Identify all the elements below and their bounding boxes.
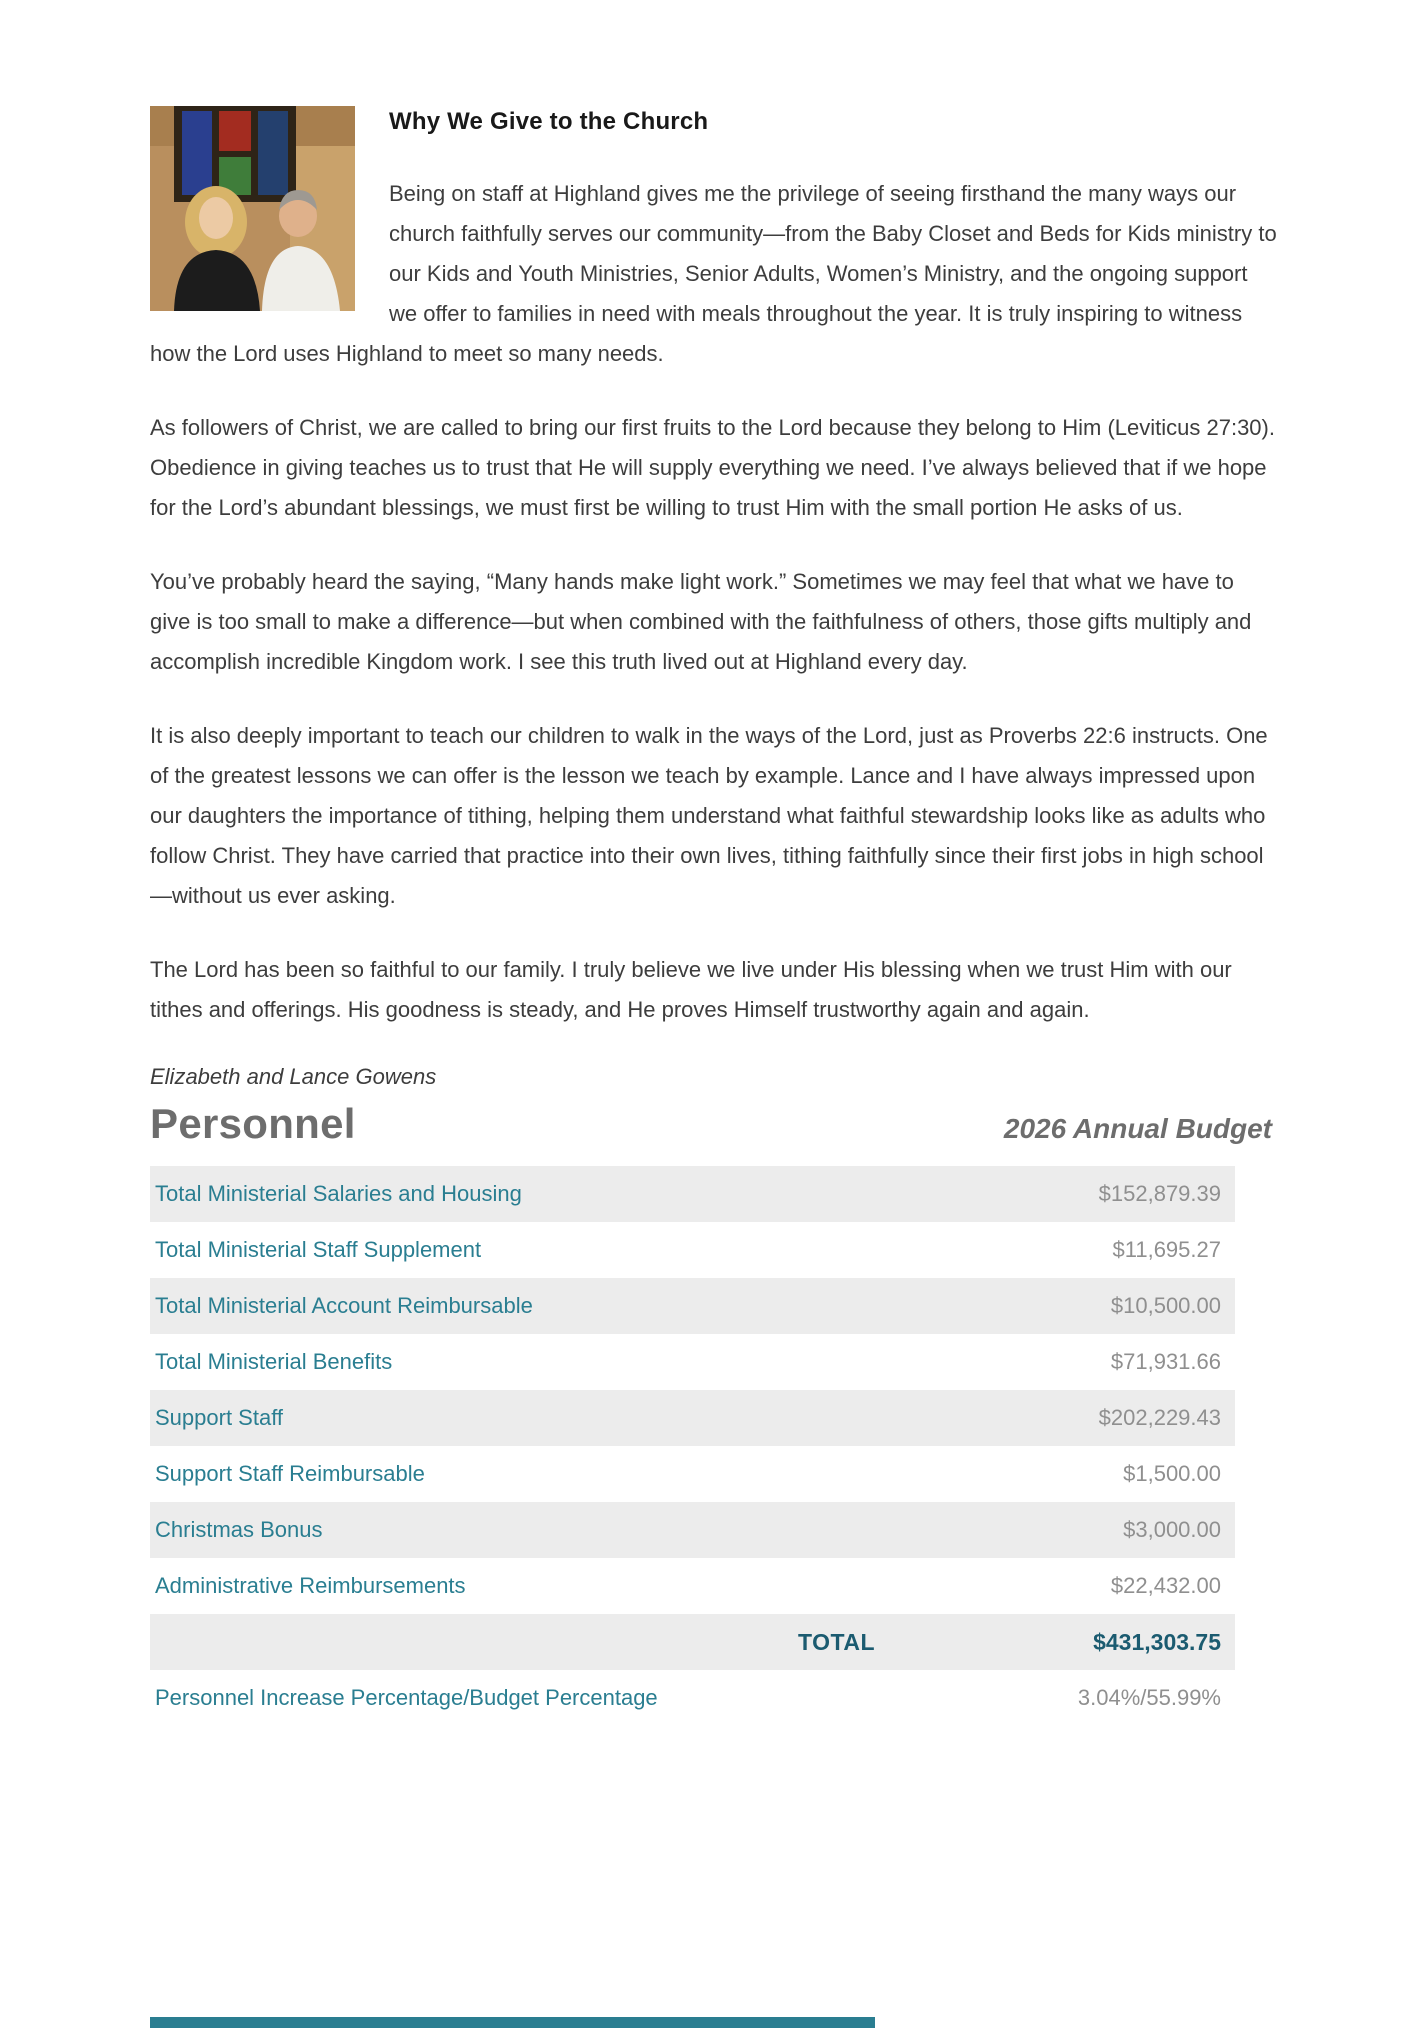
budget-row-label: Support Staff (155, 1405, 284, 1430)
budget-table (150, 1166, 1235, 1726)
budget-section-title: Personnel (150, 1100, 356, 1147)
budget-row-salaries-housing (150, 1166, 1235, 1222)
author-photo (150, 106, 355, 311)
budget-row-account-reimbursable (150, 1278, 1235, 1334)
budget-percentage-amount: 3.04%/55.99% (1077, 1685, 1221, 1710)
budget-row-christmas-bonus (150, 1502, 1235, 1558)
budget-percentage-row (150, 1670, 1235, 1726)
letter-section (150, 100, 1278, 1090)
footer-accent-bar (150, 2017, 875, 2028)
budget-row-benefits (150, 1334, 1235, 1390)
budget-total-amount: $431,303.75 (1093, 1628, 1221, 1655)
budget-row-staff-supplement (150, 1222, 1235, 1278)
budget-row-label: Administrative Reimbursements (155, 1573, 466, 1598)
budget-header (150, 1100, 1278, 1148)
budget-total-label: TOTAL (797, 1628, 875, 1655)
budget-row-amount: $71,931.66 (1110, 1349, 1221, 1374)
budget-row-amount: $11,695.27 (1112, 1237, 1221, 1262)
letter-title: Why We Give to the Church (389, 108, 709, 135)
budget-row-amount: $10,500.00 (1110, 1293, 1221, 1318)
budget-row-administrative-reimbursements (150, 1558, 1235, 1614)
budget-row-label: Support Staff Reimbursable (155, 1461, 425, 1486)
letter-paragraph-1: Being on staff at Highland gives me the privilege of seeing firsthand the many ways our church faithfully serves our community—from the Baby Closet and Beds for Kids ministry to our Kids and Youth Ministries, Senior Adults, Women’s Ministry, and the ongoing support we offer to families in need with meals throughout the year. It is truly inspiring to witness how the Lord uses Highland to meet so many needs. (150, 181, 1277, 366)
budget-section (150, 1100, 1278, 1726)
budget-row-amount: $152,879.39 (1098, 1181, 1221, 1206)
letter-signature: Elizabeth and Lance Gowens (150, 1064, 437, 1089)
budget-row-label: Christmas Bonus (155, 1517, 323, 1542)
budget-row-amount: $202,229.43 (1098, 1405, 1221, 1430)
budget-total-row (150, 1614, 1235, 1670)
budget-row-label: Total Ministerial Staff Supplement (155, 1237, 482, 1262)
letter-paragraph-5: The Lord has been so faithful to our family. I truly believe we live under His blessing when we trust Him with our tithes and offerings. His goodness is steady, and He proves Himself trustworthy again and again. (150, 957, 1232, 1022)
letter-paragraph-2: As followers of Christ, we are called to bring our first fruits to the Lord because they belong to Him (Leviticus 27:30). Obedience in giving teaches us to trust that He will supply everything we need. I’ve always believed that if we hope for the Lord’s abundant blessings, we must first be willing to trust Him with the small portion He asks of us. (150, 415, 1275, 520)
budget-row-label: Total Ministerial Account Reimbursable (155, 1293, 533, 1318)
letter-paragraph-3: You’ve probably heard the saying, “Many hands make light work.” Sometimes we may feel that what we have to give is too small to make a difference—but when combined with the faithfulness of others, those gifts multiply and accomplish incredible Kingdom work. I see this truth lived out at Highland every day. (150, 569, 1252, 674)
budget-row-label: Total Ministerial Benefits (155, 1349, 393, 1374)
budget-column-header: 2026 Annual Budget (1003, 1113, 1272, 1144)
budget-row-amount: $3,000.00 (1123, 1517, 1221, 1542)
budget-row-support-staff (150, 1390, 1235, 1446)
budget-row-amount: $22,432.00 (1110, 1573, 1221, 1598)
budget-row-amount: $1,500.00 (1123, 1461, 1221, 1486)
budget-percentage-label: Personnel Increase Percentage/Budget Percentage (155, 1685, 658, 1710)
letter-paragraph-4: It is also deeply important to teach our children to walk in the ways of the Lord, just as Proverbs 22:6 instructs. One of the greatest lessons we can offer is the lesson we teach by example. Lance and I have always impressed upon our daughters the importance of tithing, helping them understand what faithful stewardship looks like as adults who follow Christ. They have carried that practice into their own lives, tithing faithfully since their first jobs in high school—without us ever asking. (150, 723, 1268, 908)
budget-row-support-staff-reimbursable (150, 1446, 1235, 1502)
budget-row-label: Total Ministerial Salaries and Housing (155, 1181, 522, 1206)
